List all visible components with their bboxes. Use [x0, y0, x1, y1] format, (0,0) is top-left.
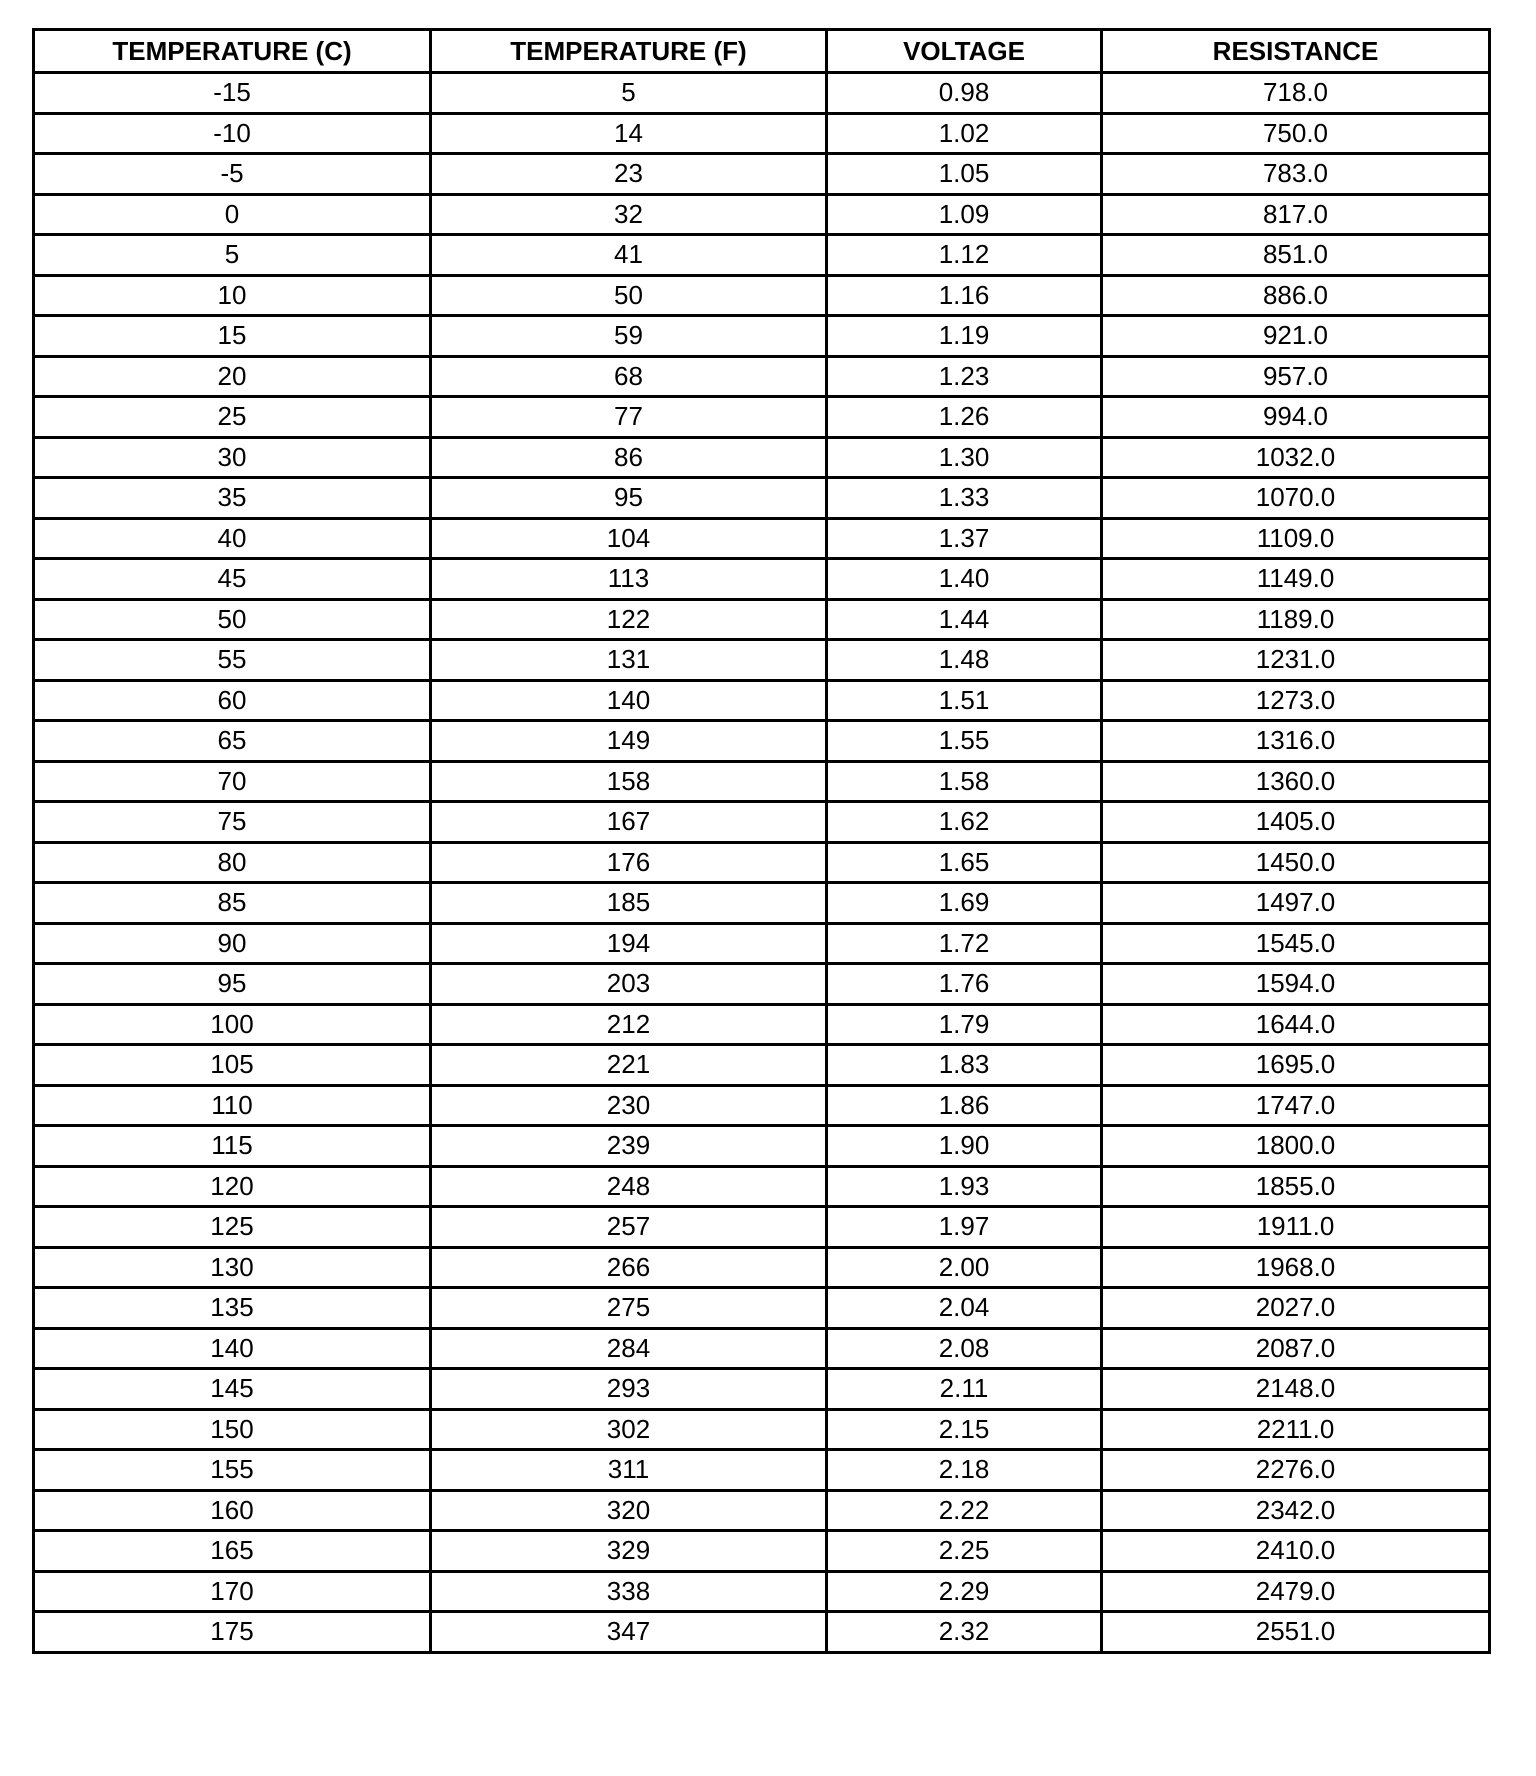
temperature-c-cell: 130: [34, 1247, 431, 1288]
temperature-c-cell: 15: [34, 316, 431, 357]
resistance-cell: 1149.0: [1102, 559, 1490, 600]
temperature-c-cell: 20: [34, 356, 431, 397]
table-row: [34, 1207, 1490, 1248]
voltage-cell: 1.19: [827, 316, 1102, 357]
resistance-cell: 1070.0: [1102, 478, 1490, 519]
temperature-c-cell: 140: [34, 1328, 431, 1369]
table-row: [34, 235, 1490, 276]
voltage-cell: 1.44: [827, 599, 1102, 640]
table-body: [34, 73, 1490, 1653]
resistance-cell: 2211.0: [1102, 1409, 1490, 1450]
voltage-cell: 1.02: [827, 113, 1102, 154]
temperature-c-cell: 40: [34, 518, 431, 559]
temperature-f-cell: 266: [431, 1247, 827, 1288]
header-row: [34, 30, 1490, 73]
temperature-f-cell: 194: [431, 923, 827, 964]
resistance-cell: 817.0: [1102, 194, 1490, 235]
voltage-cell: 1.16: [827, 275, 1102, 316]
temperature-f-cell: 230: [431, 1085, 827, 1126]
table-row: [34, 802, 1490, 843]
voltage-cell: 1.26: [827, 397, 1102, 438]
table-row: [34, 1085, 1490, 1126]
voltage-cell: 1.79: [827, 1004, 1102, 1045]
temperature-f-cell: 41: [431, 235, 827, 276]
voltage-cell: 2.00: [827, 1247, 1102, 1288]
table-row: [34, 1247, 1490, 1288]
resistance-cell: 1968.0: [1102, 1247, 1490, 1288]
temperature-c-cell: 45: [34, 559, 431, 600]
temperature-f-cell: 203: [431, 964, 827, 1005]
temperature-f-cell: 158: [431, 761, 827, 802]
temperature-f-cell: 302: [431, 1409, 827, 1450]
resistance-cell: 1316.0: [1102, 721, 1490, 762]
table-row: [34, 1409, 1490, 1450]
table-row: [34, 194, 1490, 235]
voltage-cell: 2.32: [827, 1612, 1102, 1653]
temperature-c-cell: 170: [34, 1571, 431, 1612]
temperature-c-cell: 75: [34, 802, 431, 843]
resistance-cell: 1911.0: [1102, 1207, 1490, 1248]
resistance-cell: 1497.0: [1102, 883, 1490, 924]
temperature-c-cell: 35: [34, 478, 431, 519]
table-row: [34, 923, 1490, 964]
temperature-c-cell: 95: [34, 964, 431, 1005]
temperature-f-cell: 131: [431, 640, 827, 681]
temperature-c-cell: 175: [34, 1612, 431, 1653]
table-row: [34, 1450, 1490, 1491]
header-resistance: RESISTANCE: [1102, 30, 1490, 73]
table-row: [34, 1004, 1490, 1045]
voltage-cell: 1.30: [827, 437, 1102, 478]
resistance-cell: 1644.0: [1102, 1004, 1490, 1045]
table-row: [34, 721, 1490, 762]
table-row: [34, 73, 1490, 114]
table-row: [34, 1612, 1490, 1653]
voltage-cell: 2.08: [827, 1328, 1102, 1369]
temperature-c-cell: 30: [34, 437, 431, 478]
resistance-cell: 1747.0: [1102, 1085, 1490, 1126]
table-header: [34, 30, 1490, 73]
temperature-f-cell: 329: [431, 1531, 827, 1572]
table-row: [34, 1166, 1490, 1207]
temperature-f-cell: 68: [431, 356, 827, 397]
voltage-cell: 1.40: [827, 559, 1102, 600]
table-row: [34, 842, 1490, 883]
temperature-f-cell: 212: [431, 1004, 827, 1045]
table-row: [34, 518, 1490, 559]
table-row: [34, 478, 1490, 519]
temperature-f-cell: 293: [431, 1369, 827, 1410]
resistance-cell: 994.0: [1102, 397, 1490, 438]
table-row: [34, 316, 1490, 357]
temperature-f-cell: 77: [431, 397, 827, 438]
resistance-cell: 2410.0: [1102, 1531, 1490, 1572]
resistance-cell: 886.0: [1102, 275, 1490, 316]
temperature-f-cell: 347: [431, 1612, 827, 1653]
temperature-c-cell: -10: [34, 113, 431, 154]
voltage-cell: 1.90: [827, 1126, 1102, 1167]
temperature-c-cell: 5: [34, 235, 431, 276]
voltage-cell: 1.65: [827, 842, 1102, 883]
voltage-cell: 2.25: [827, 1531, 1102, 1572]
resistance-cell: 1360.0: [1102, 761, 1490, 802]
voltage-cell: 1.23: [827, 356, 1102, 397]
temperature-c-cell: 60: [34, 680, 431, 721]
table-row: [34, 356, 1490, 397]
table-row: [34, 680, 1490, 721]
resistance-cell: 2342.0: [1102, 1490, 1490, 1531]
voltage-cell: 1.33: [827, 478, 1102, 519]
table-row: [34, 437, 1490, 478]
voltage-cell: 2.15: [827, 1409, 1102, 1450]
voltage-cell: 1.12: [827, 235, 1102, 276]
resistance-cell: 1695.0: [1102, 1045, 1490, 1086]
resistance-cell: 2148.0: [1102, 1369, 1490, 1410]
temperature-f-cell: 167: [431, 802, 827, 843]
voltage-cell: 1.93: [827, 1166, 1102, 1207]
temperature-c-cell: 25: [34, 397, 431, 438]
resistance-cell: 2551.0: [1102, 1612, 1490, 1653]
voltage-cell: 2.11: [827, 1369, 1102, 1410]
voltage-cell: 1.51: [827, 680, 1102, 721]
temperature-f-cell: 239: [431, 1126, 827, 1167]
table-row: [34, 1571, 1490, 1612]
temperature-f-cell: 140: [431, 680, 827, 721]
resistance-cell: 1231.0: [1102, 640, 1490, 681]
table-row: [34, 1328, 1490, 1369]
resistance-cell: 2479.0: [1102, 1571, 1490, 1612]
table-row: [34, 1490, 1490, 1531]
voltage-cell: 1.86: [827, 1085, 1102, 1126]
temperature-c-cell: 105: [34, 1045, 431, 1086]
temperature-f-cell: 14: [431, 113, 827, 154]
resistance-cell: 851.0: [1102, 235, 1490, 276]
table-row: [34, 154, 1490, 195]
table-row: [34, 1369, 1490, 1410]
table-row: [34, 559, 1490, 600]
table-row: [34, 599, 1490, 640]
temperature-c-cell: 55: [34, 640, 431, 681]
temperature-c-cell: 85: [34, 883, 431, 924]
table-row: [34, 275, 1490, 316]
resistance-cell: 1450.0: [1102, 842, 1490, 883]
voltage-cell: 1.48: [827, 640, 1102, 681]
temperature-c-cell: 90: [34, 923, 431, 964]
table-row: [34, 883, 1490, 924]
voltage-cell: 1.76: [827, 964, 1102, 1005]
temperature-c-cell: 65: [34, 721, 431, 762]
temperature-f-cell: 5: [431, 73, 827, 114]
table-row: [34, 964, 1490, 1005]
temperature-c-cell: 135: [34, 1288, 431, 1329]
table-row: [34, 397, 1490, 438]
temperature-c-cell: 100: [34, 1004, 431, 1045]
resistance-cell: 1405.0: [1102, 802, 1490, 843]
resistance-cell: 718.0: [1102, 73, 1490, 114]
temperature-f-cell: 176: [431, 842, 827, 883]
temperature-f-cell: 257: [431, 1207, 827, 1248]
header-temperature-c: TEMPERATURE (C): [34, 30, 431, 73]
temperature-f-cell: 104: [431, 518, 827, 559]
table-row: [34, 640, 1490, 681]
voltage-cell: 2.18: [827, 1450, 1102, 1491]
temperature-f-cell: 86: [431, 437, 827, 478]
resistance-cell: 921.0: [1102, 316, 1490, 357]
resistance-cell: 1545.0: [1102, 923, 1490, 964]
table-row: [34, 1126, 1490, 1167]
resistance-cell: 1273.0: [1102, 680, 1490, 721]
voltage-cell: 1.55: [827, 721, 1102, 762]
temperature-voltage-resistance-table: [32, 28, 1491, 1654]
voltage-cell: 2.04: [827, 1288, 1102, 1329]
temperature-c-cell: 145: [34, 1369, 431, 1410]
temperature-c-cell: 125: [34, 1207, 431, 1248]
voltage-cell: 1.58: [827, 761, 1102, 802]
voltage-cell: 1.62: [827, 802, 1102, 843]
table-row: [34, 1531, 1490, 1572]
temperature-c-cell: 10: [34, 275, 431, 316]
temperature-f-cell: 275: [431, 1288, 827, 1329]
temperature-f-cell: 185: [431, 883, 827, 924]
temperature-f-cell: 149: [431, 721, 827, 762]
resistance-cell: 783.0: [1102, 154, 1490, 195]
temperature-c-cell: 160: [34, 1490, 431, 1531]
temperature-f-cell: 23: [431, 154, 827, 195]
voltage-cell: 2.22: [827, 1490, 1102, 1531]
temperature-f-cell: 338: [431, 1571, 827, 1612]
voltage-cell: 1.05: [827, 154, 1102, 195]
voltage-cell: 1.72: [827, 923, 1102, 964]
temperature-c-cell: 70: [34, 761, 431, 802]
resistance-cell: 2087.0: [1102, 1328, 1490, 1369]
temperature-f-cell: 320: [431, 1490, 827, 1531]
table-row: [34, 761, 1490, 802]
table-row: [34, 113, 1490, 154]
resistance-cell: 1855.0: [1102, 1166, 1490, 1207]
temperature-c-cell: 120: [34, 1166, 431, 1207]
resistance-cell: 1594.0: [1102, 964, 1490, 1005]
voltage-cell: 2.29: [827, 1571, 1102, 1612]
resistance-cell: 1109.0: [1102, 518, 1490, 559]
temperature-f-cell: 113: [431, 559, 827, 600]
table-row: [34, 1288, 1490, 1329]
temperature-f-cell: 284: [431, 1328, 827, 1369]
temperature-c-cell: 0: [34, 194, 431, 235]
temperature-c-cell: 150: [34, 1409, 431, 1450]
voltage-cell: 1.83: [827, 1045, 1102, 1086]
temperature-f-cell: 221: [431, 1045, 827, 1086]
resistance-cell: 1032.0: [1102, 437, 1490, 478]
resistance-cell: 2276.0: [1102, 1450, 1490, 1491]
header-voltage: VOLTAGE: [827, 30, 1102, 73]
temperature-f-cell: 122: [431, 599, 827, 640]
temperature-c-cell: -5: [34, 154, 431, 195]
header-temperature-f: TEMPERATURE (F): [431, 30, 827, 73]
temperature-f-cell: 95: [431, 478, 827, 519]
temperature-f-cell: 59: [431, 316, 827, 357]
resistance-cell: 750.0: [1102, 113, 1490, 154]
temperature-c-cell: 50: [34, 599, 431, 640]
temperature-c-cell: 80: [34, 842, 431, 883]
voltage-cell: 1.37: [827, 518, 1102, 559]
temperature-c-cell: 155: [34, 1450, 431, 1491]
table-row: [34, 1045, 1490, 1086]
temperature-f-cell: 311: [431, 1450, 827, 1491]
temperature-f-cell: 32: [431, 194, 827, 235]
voltage-cell: 0.98: [827, 73, 1102, 114]
temperature-c-cell: 115: [34, 1126, 431, 1167]
temperature-c-cell: 110: [34, 1085, 431, 1126]
voltage-cell: 1.97: [827, 1207, 1102, 1248]
resistance-cell: 1800.0: [1102, 1126, 1490, 1167]
temperature-c-cell: -15: [34, 73, 431, 114]
resistance-cell: 957.0: [1102, 356, 1490, 397]
temperature-f-cell: 248: [431, 1166, 827, 1207]
resistance-cell: 1189.0: [1102, 599, 1490, 640]
voltage-cell: 1.09: [827, 194, 1102, 235]
resistance-cell: 2027.0: [1102, 1288, 1490, 1329]
voltage-cell: 1.69: [827, 883, 1102, 924]
temperature-c-cell: 165: [34, 1531, 431, 1572]
temperature-f-cell: 50: [431, 275, 827, 316]
